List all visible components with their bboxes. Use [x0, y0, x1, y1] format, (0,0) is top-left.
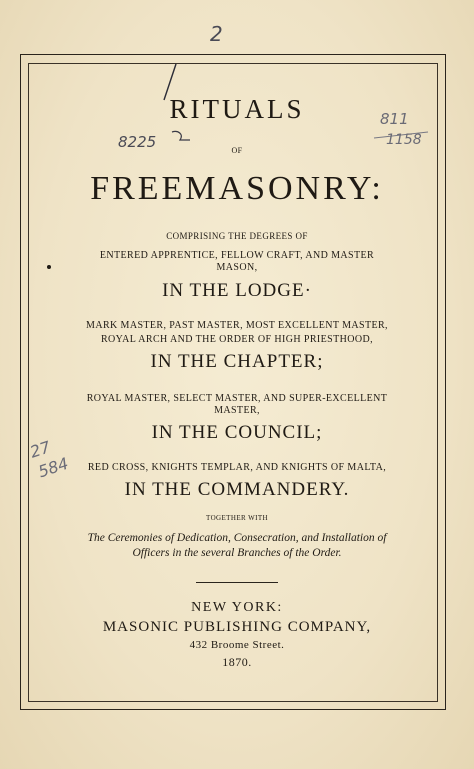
title-rituals: RITUALS	[169, 94, 305, 124]
heading-in-the-chapter: IN THE CHAPTER;	[150, 351, 324, 372]
handwritten-page-number: 2	[210, 22, 223, 46]
ceremonies-line-1: The Ceremonies of Dedication, Consecration, and Installation of	[87, 532, 387, 544]
together-with: TOGETHER WITH	[206, 514, 268, 522]
imprint-year: 1870.	[222, 655, 252, 669]
section-divider	[196, 582, 278, 583]
commandery-degrees-line: RED CROSS, KNIGHTS TEMPLAR, AND KNIGHTS OF MALTA,	[87, 462, 387, 473]
council-degrees-line-1: ROYAL MASTER, SELECT MASTER, AND SUPER-EXCELLENT	[86, 393, 388, 404]
heading-in-the-lodge: IN THE LODGE·	[162, 280, 312, 301]
comprising-line: COMPRISING THE DEGREES OF	[166, 231, 308, 241]
heading-in-the-council: IN THE COUNCIL;	[151, 422, 323, 443]
title-freemasonry: FREEMASONRY:	[90, 170, 384, 207]
heading-in-the-commandery: IN THE COMMANDERY.	[124, 479, 350, 500]
degrees-line-1: ENTERED APPRENTICE, FELLOW CRAFT, AND MASTER	[99, 250, 375, 261]
handwritten-margin-note-a: 27	[27, 437, 53, 462]
handwritten-shelf-mark-bottom: 1158	[386, 132, 422, 148]
handwritten-margin-note-b: 584	[35, 453, 71, 482]
chapter-degrees-line-2: ROYAL ARCH AND THE ORDER OF HIGH PRIESTHOOD,	[100, 334, 374, 345]
chapter-degrees-line-1: MARK MASTER, PAST MASTER, MOST EXCELLENT MASTER,	[86, 320, 388, 331]
handwritten-accession-number: 8225	[118, 133, 157, 151]
ceremonies-line-2: Officers in the several Branches of the Order.	[132, 547, 342, 559]
imprint-publisher: MASONIC PUBLISHING COMPANY,	[102, 619, 372, 635]
degrees-line-2: MASON,	[216, 262, 258, 273]
title-of: OF	[231, 146, 243, 155]
imprint-address: 432 Broome Street.	[189, 639, 285, 651]
accession-underline	[168, 128, 208, 148]
handwritten-shelf-mark-top: 811	[380, 110, 409, 128]
council-degrees-line-2: MASTER,	[214, 405, 260, 416]
imprint-city: NEW YORK:	[191, 600, 283, 615]
